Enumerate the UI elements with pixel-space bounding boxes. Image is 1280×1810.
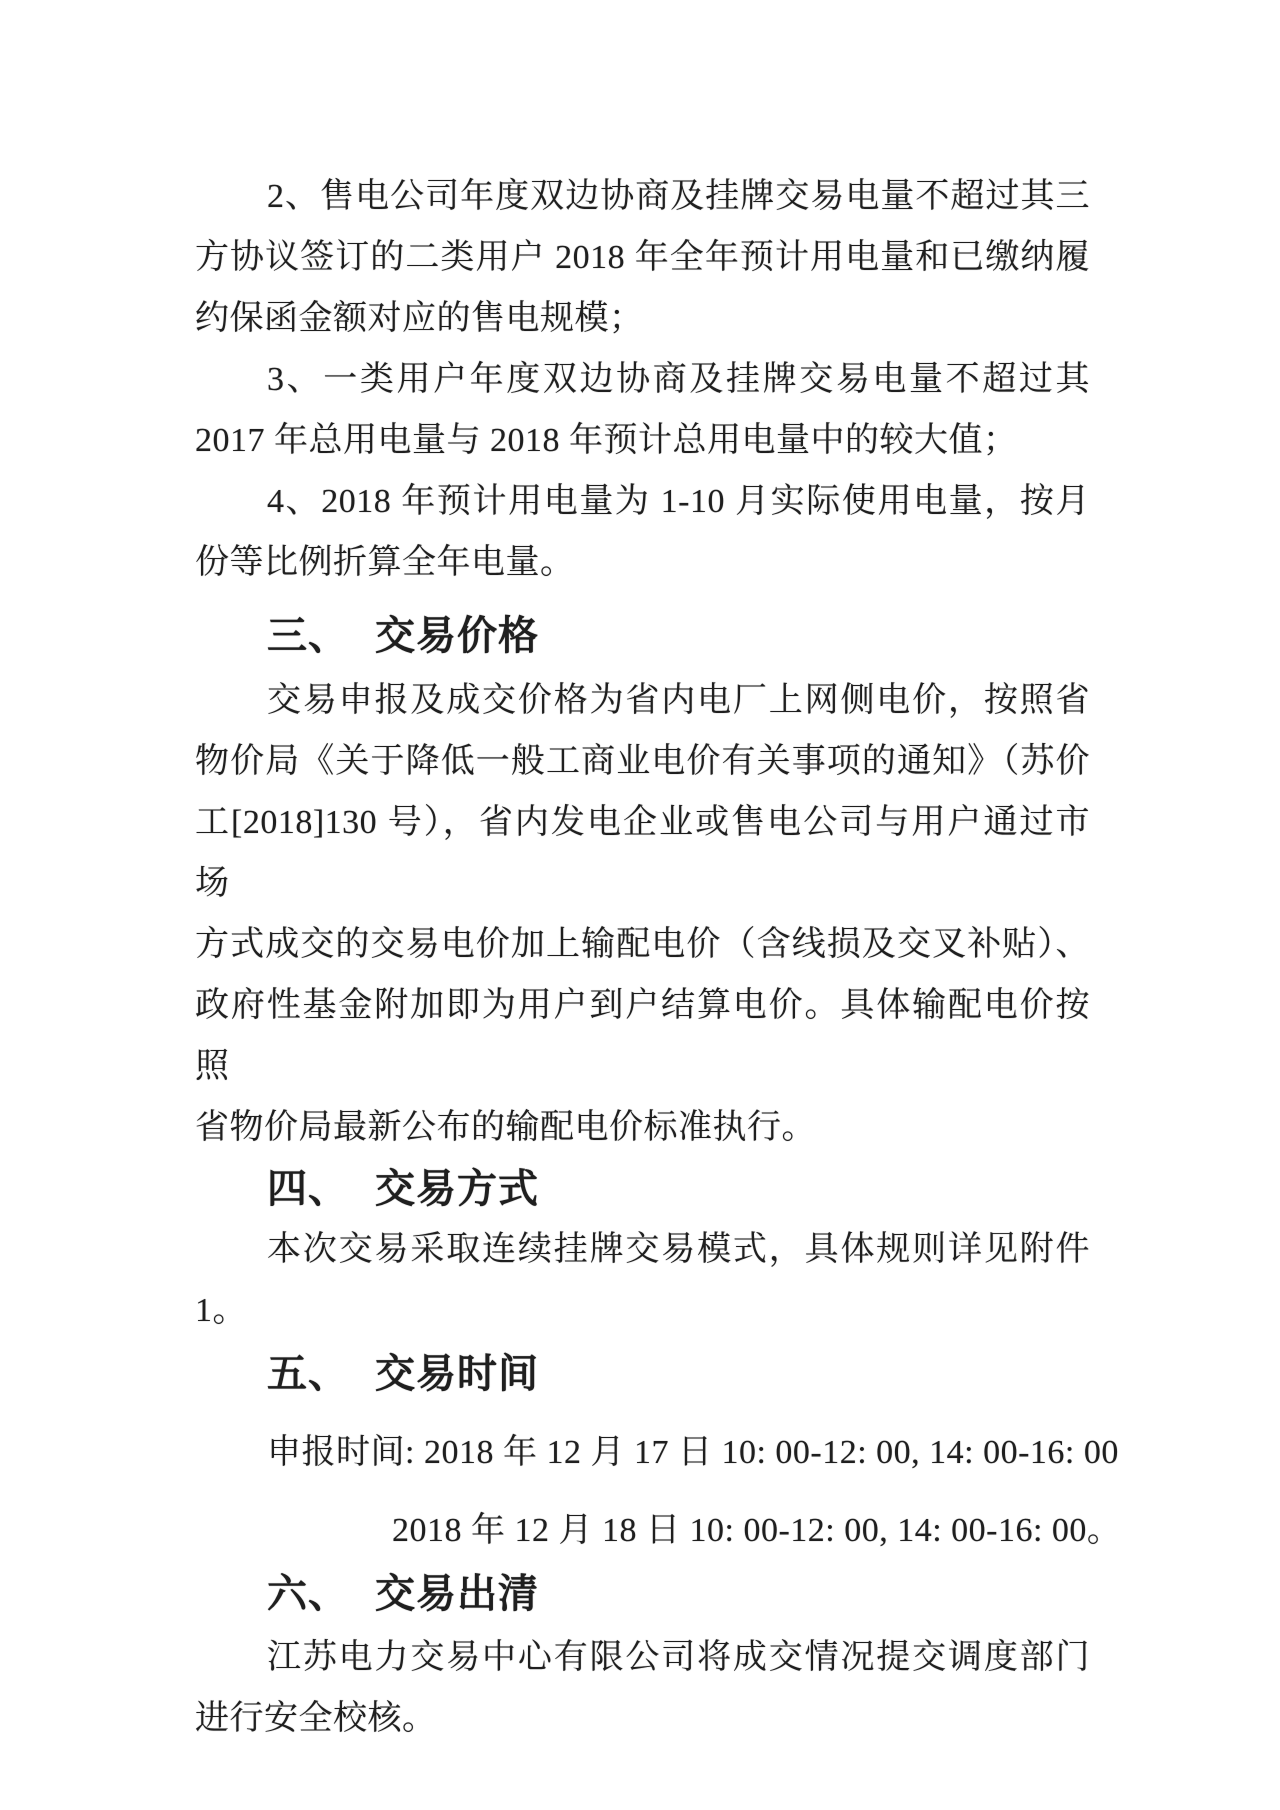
document-line: 2018 年 12 月 18 日 10: 00-12: 00, 14: 00-16: 00。 <box>392 1512 1122 1549</box>
document-line: 申报时间: 2018 年 12 月 17 日 10: 00-12: 00, 14: 00-16: 00 <box>267 1434 1119 1471</box>
paragraph-rule-2 <box>195 166 1090 349</box>
document-line: 本次交易采取连续挂牌交易模式，具体规则详见附件 <box>267 1231 1090 1268</box>
heading-title: 交易时间 <box>375 1351 539 1396</box>
document-line: 4、2018 年预计用电量为 1-10 月实际使用电量，按月 <box>267 483 1090 520</box>
document-line: 2、售电公司年度双边协商及挂牌交易电量不超过其三 <box>267 178 1090 215</box>
document-line: 交易申报及成交价格为省内电厂上网侧电价，按照省 <box>267 682 1090 719</box>
document-line: 进行安全校核。 <box>195 1700 437 1737</box>
document-line: 物价局《关于降低一般工商业电价有关事项的通知》（苏价 <box>195 743 1090 780</box>
heading-title: 交易方式 <box>375 1166 539 1211</box>
section-heading-section-4 <box>195 1158 1090 1219</box>
document-line: 方协议签订的二类用户 2018 年全年预计用电量和已缴纳履 <box>195 239 1090 276</box>
paragraph-section-6-body <box>195 1627 1090 1749</box>
section-heading-section-6 <box>195 1563 1090 1624</box>
section-heading-section-5 <box>195 1343 1090 1404</box>
document-line: 省物价局最新公布的输配电价标准执行。 <box>195 1109 816 1146</box>
paragraph-rule-3 <box>195 349 1090 471</box>
document-line: 份等比例折算全年电量。 <box>195 544 575 581</box>
heading-title: 交易价格 <box>375 613 539 658</box>
document-line: 政府性基金附加即为用户到户结算电价。具体输配电价按照 <box>195 987 1090 1085</box>
heading-number: 四、 <box>267 1166 349 1211</box>
heading-number: 五、 <box>267 1351 349 1396</box>
heading-title: 交易出清 <box>375 1571 539 1616</box>
document-line: 方式成交的交易电价加上输配电价（含线损及交叉补贴）、 <box>195 926 1090 963</box>
section-heading-section-3 <box>195 605 1090 666</box>
document-line: 工[2018]130 号），省内发电企业或售电公司与用户通过市场 <box>195 804 1090 902</box>
paragraph-section-4-body <box>195 1219 1090 1341</box>
heading-number: 六、 <box>267 1571 349 1616</box>
document-line: 2017 年总用电量与 2018 年预计总用电量中的较大值； <box>195 422 1018 459</box>
document-line: 1。 <box>195 1292 247 1329</box>
paragraph-declaration-time-line-1 <box>195 1422 1119 1483</box>
document-line: 江苏电力交易中心有限公司将成交情况提交调度部门 <box>267 1639 1090 1676</box>
paragraph-rule-4 <box>195 471 1090 593</box>
document-line: 3、一类用户年度双边协商及挂牌交易电量不超过其 <box>267 361 1090 398</box>
document-line: 约保函金额对应的售电规模； <box>195 300 644 337</box>
paragraph-section-3-body <box>195 670 1090 1158</box>
paragraph-declaration-time-line-2 <box>195 1500 1122 1561</box>
heading-number: 三、 <box>267 613 349 658</box>
